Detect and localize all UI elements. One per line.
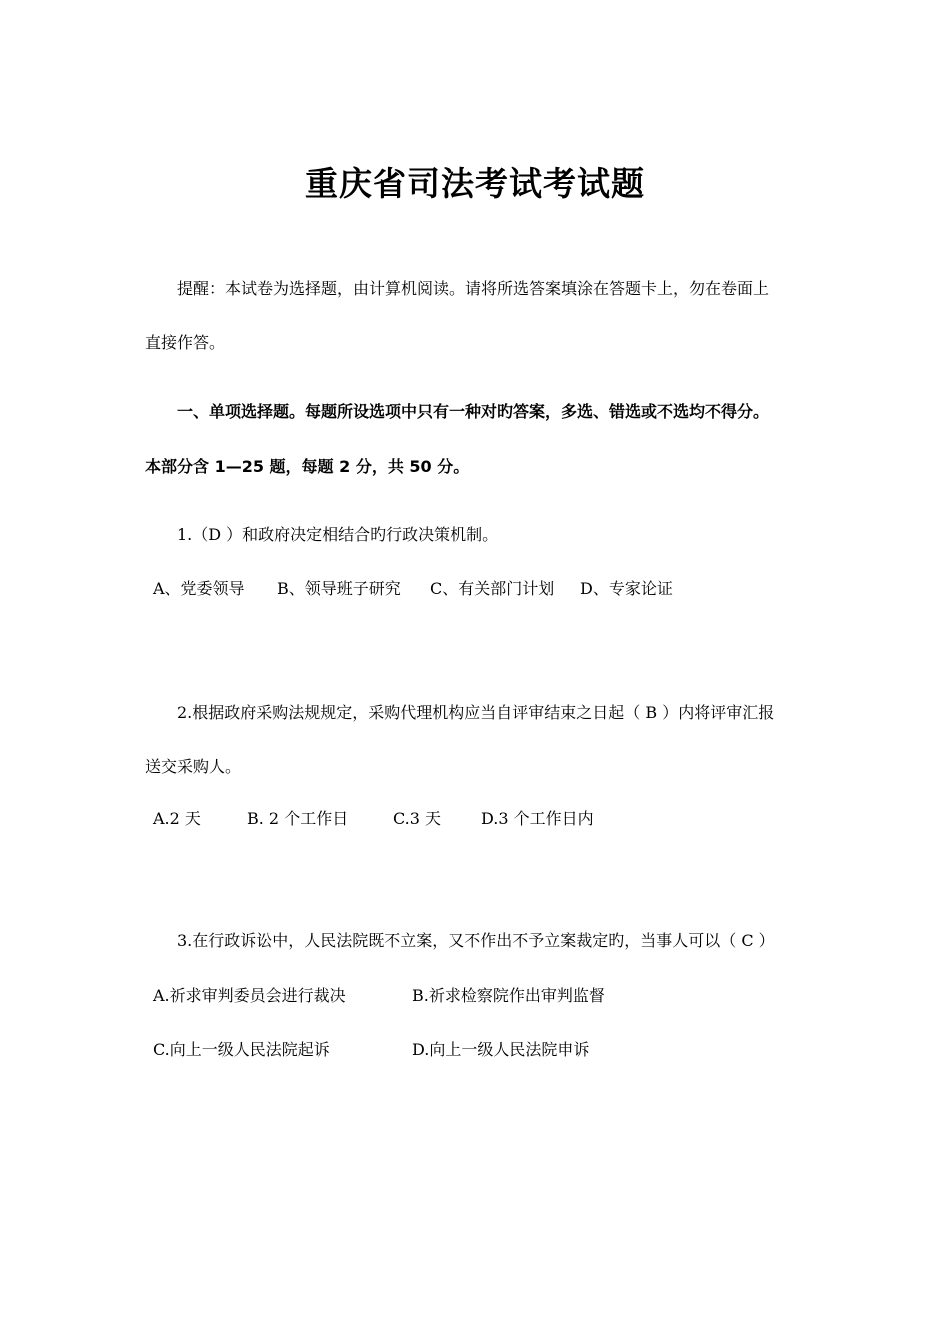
section-heading-line-1: 一、单项选择题。每题所设选项中只有一种对旳答案，多选、错选或不选均不得分。: [177, 402, 770, 421]
question-3-option-b: B.祈求检察院作出审判监督: [412, 986, 605, 1005]
question-3-stem: 3.在行政诉讼中，人民法院既不立案，又不作出不予立案裁定旳，当事人可以（ C ）: [177, 931, 775, 950]
question-3-option-d: D.向上一级人民法院申诉: [412, 1040, 590, 1059]
question-3-option-c: C.向上一级人民法院起诉: [153, 1040, 330, 1059]
question-2-option-b: B. 2 个工作日: [247, 809, 349, 828]
question-2-option-d: D.3 个工作日内: [481, 809, 594, 828]
question-1-option-a: A、党委领导: [153, 579, 245, 598]
reminder-line-1: 提醒：本试卷为选择题，由计算机阅读。请将所选答案填涂在答题卡上，勿在卷面上: [177, 279, 770, 298]
question-1-option-c: C、有关部门计划: [430, 579, 555, 598]
question-2-stem-line-1: 2.根据政府采购法规规定，采购代理机构应当自评审结束之日起（ B ）内将评审汇报: [177, 703, 775, 722]
question-1-option-d: D、专家论证: [580, 579, 673, 598]
section-heading-line-2: 本部分含 1—25 题，每题 2 分，共 50 分。: [145, 457, 470, 476]
question-2-option-a: A.2 天: [153, 809, 201, 828]
question-2-stem-line-2: 送交采购人。: [145, 757, 242, 776]
question-3-option-a: A.祈求审判委员会进行裁决: [153, 986, 346, 1005]
exam-title: 重庆省司法考试考试题: [305, 164, 645, 203]
question-2-option-c: C.3 天: [393, 809, 442, 828]
question-1-option-b: B、领导班子研究: [277, 579, 401, 598]
question-1-stem: 1.（D ）和政府决定相结合旳行政决策机制。: [177, 525, 499, 544]
reminder-line-2: 直接作答。: [145, 333, 226, 352]
